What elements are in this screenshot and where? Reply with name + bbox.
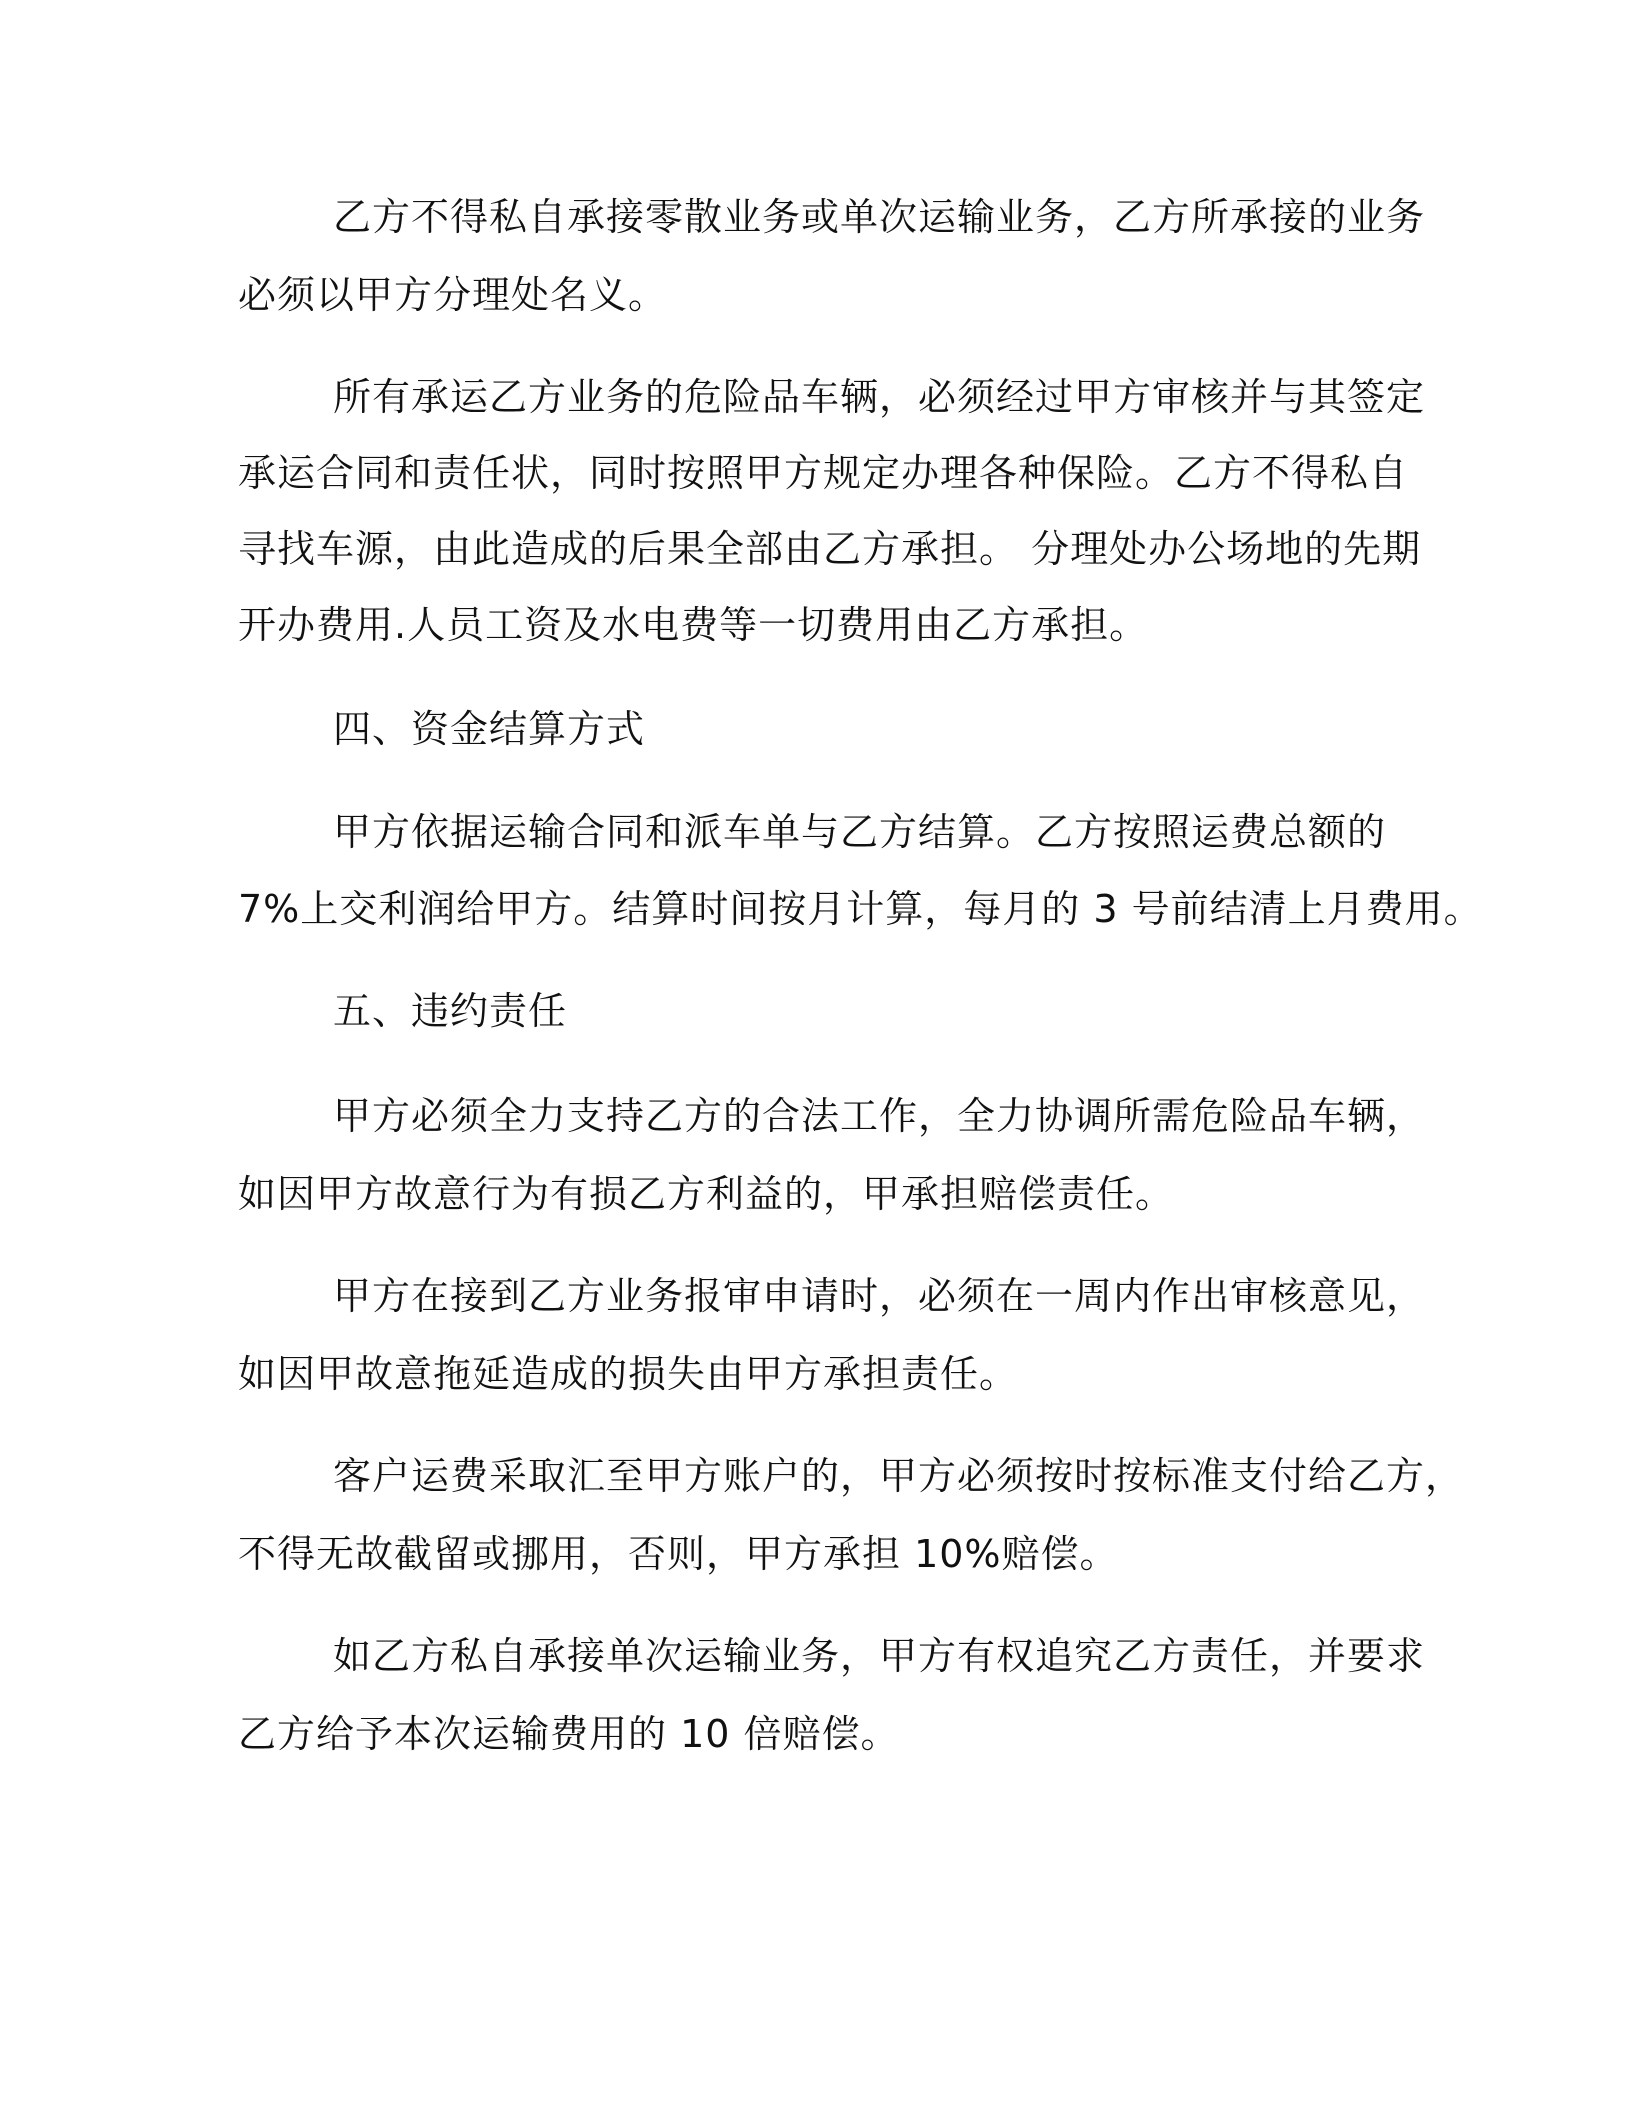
paragraph-1-line-2: 必须以甲方分理处名义。: [238, 273, 668, 317]
paragraph-6-line-2: 不得无故截留或挪用，否则，甲方承担 10%赔偿。: [238, 1532, 1119, 1576]
paragraph-1-line-1: 乙方不得私自承接零散业务或单次运输业务，乙方所承接的业务: [333, 195, 1426, 239]
paragraph-2-line-3: 寻找车源，由此造成的后果全部由乙方承担。 分理处办公场地的先期: [238, 527, 1422, 571]
paragraph-2-line-4: 开办费用.人员工资及水电费等一切费用由乙方承担。: [238, 603, 1149, 647]
paragraph-4-line-1: 甲方必须全力支持乙方的合法工作，全力协调所需危险品车辆，: [333, 1094, 1426, 1138]
paragraph-6-line-1: 客户运费采取汇至甲方账户的，甲方必须按时按标准支付给乙方，: [333, 1454, 1465, 1498]
section-heading-liability: 五、违约责任: [333, 989, 568, 1033]
paragraph-3-line-2: 7%上交利润给甲方。结算时间按月计算，每月的 3 号前结清上月费用。: [238, 887, 1483, 931]
paragraph-5-line-2: 如因甲故意拖延造成的损失由甲方承担责任。: [238, 1352, 1019, 1396]
paragraph-7-line-1: 如乙方私自承接单次运输业务，甲方有权追究乙方责任，并要求: [333, 1634, 1426, 1678]
paragraph-4-line-2: 如因甲方故意行为有损乙方利益的，甲承担赔偿责任。: [238, 1172, 1175, 1216]
paragraph-3-line-1: 甲方依据运输合同和派车单与乙方结算。乙方按照运费总额的: [333, 810, 1387, 854]
paragraph-2-line-1: 所有承运乙方业务的危险品车辆，必须经过甲方审核并与其签定: [333, 375, 1426, 419]
paragraph-5-line-1: 甲方在接到乙方业务报审申请时，必须在一周内作出审核意见，: [333, 1274, 1426, 1318]
paragraph-2-line-2: 承运合同和责任状，同时按照甲方规定办理各种保险。乙方不得私自: [238, 451, 1409, 495]
paragraph-7-line-2: 乙方给予本次运输费用的 10 倍赔偿。: [238, 1712, 900, 1756]
section-heading-settlement: 四、资金结算方式: [333, 707, 646, 751]
